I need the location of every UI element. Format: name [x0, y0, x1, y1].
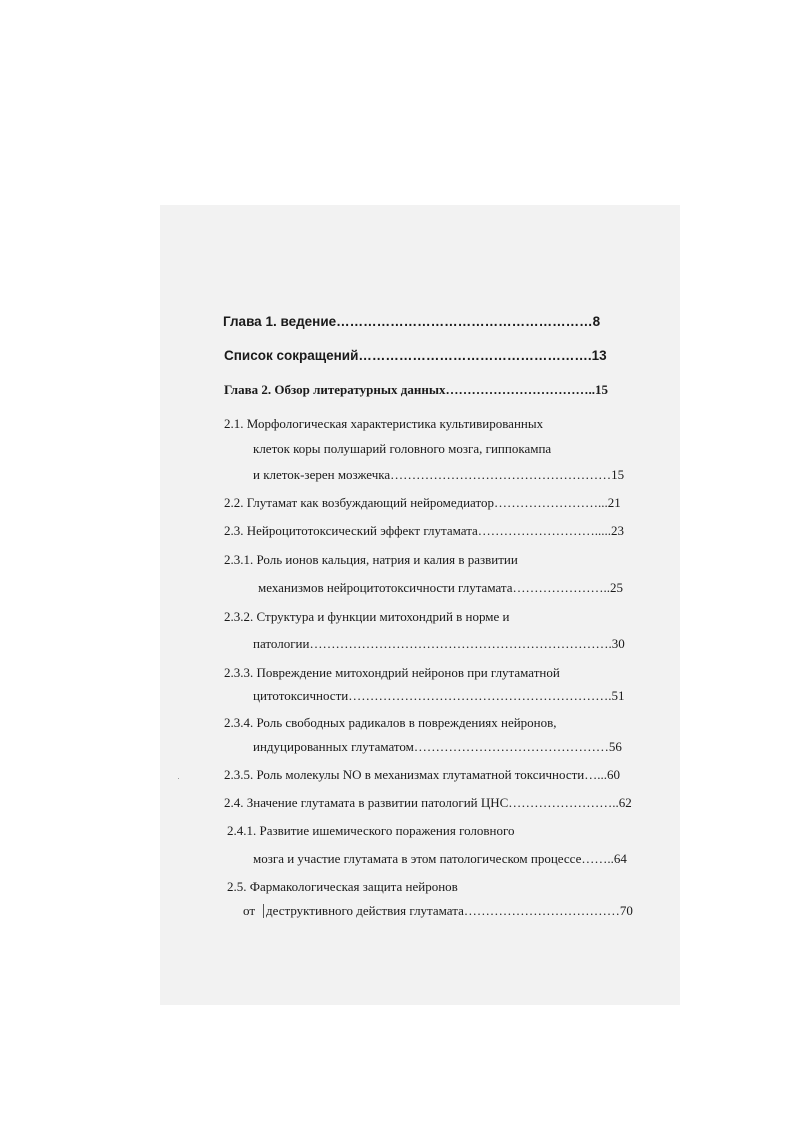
toc-entry-2-5-line2: деструктивного действия глутамата………………………………70 [266, 903, 633, 918]
toc-entry-2-3-2-line2: патологии…………………………………………………………….30 [253, 636, 625, 651]
toc-entry-2-3-1-line2: механизмов нейроцитотоксичности глутамата…………………..25 [258, 580, 623, 595]
toc-entry-2-4: 2.4. Значение глутамата в развитии патологий ЦНС……………………..62 [224, 795, 632, 810]
toc-entry-2-5-line1: 2.5. Фармакологическая защита нейронов [227, 879, 458, 894]
toc-entry-2-4-1-line1: 2.4.1. Развитие ишемического поражения головного [227, 823, 515, 838]
toc-entry-2-1-line2: клеток коры полушарий головного мозга, гиппокампа [253, 441, 552, 456]
toc-chapter-1: Глава 1. ведение…………………………………………………8 [223, 314, 601, 329]
toc-entry-2-4-1-line2: мозга и участие глутамата в этом патологическом процессе……..64 [253, 851, 627, 866]
scan-speck [178, 778, 179, 779]
toc-entry-2-3-4-line2: индуцированных глутаматом………………………………………56 [253, 739, 622, 754]
scan-artifact-mark [263, 904, 264, 918]
toc-entry-2-2: 2.2. Глутамат как возбуждающий нейромедиатор……………………...21 [224, 495, 621, 510]
toc-entry-2-3-1-line1: 2.3.1. Роль ионов кальция, натрия и калия в развитии [224, 552, 518, 567]
toc-entry-2-1-line1: 2.1. Морфологическая характеристика культивированных [224, 416, 544, 431]
toc-entry-2-3-3-line1: 2.3.3. Повреждение митохондрий нейронов при глутаматной [224, 665, 560, 680]
toc-entry-2-3-4-line1: 2.3.4. Роль свободных радикалов в повреждениях нейронов, [224, 715, 557, 730]
toc-entry-2-1-line3: и клеток-зерен мозжечка……………………………………………15 [253, 467, 625, 482]
toc-entry-2-3: 2.3. Нейроцитотоксический эффект глутамата……………………….....23 [224, 523, 625, 538]
toc-entry-2-3-3-line2: цитотоксичности…………………………………………………….51 [253, 688, 625, 703]
toc-abbreviations: Список сокращений…………………………………………….13 [224, 348, 607, 363]
toc-entry-2-5-prefix: от [243, 903, 256, 918]
toc-entry-2-3-2-line1: 2.3.2. Структура и функции митохондрий в норме и [224, 609, 510, 624]
toc-chapter-2: Глава 2. Обзор литературных данных……………………………..15 [224, 382, 608, 397]
toc-entry-2-3-5: 2.3.5. Роль молекулы NO в механизмах глутаматной токсичности…...60 [224, 767, 620, 782]
